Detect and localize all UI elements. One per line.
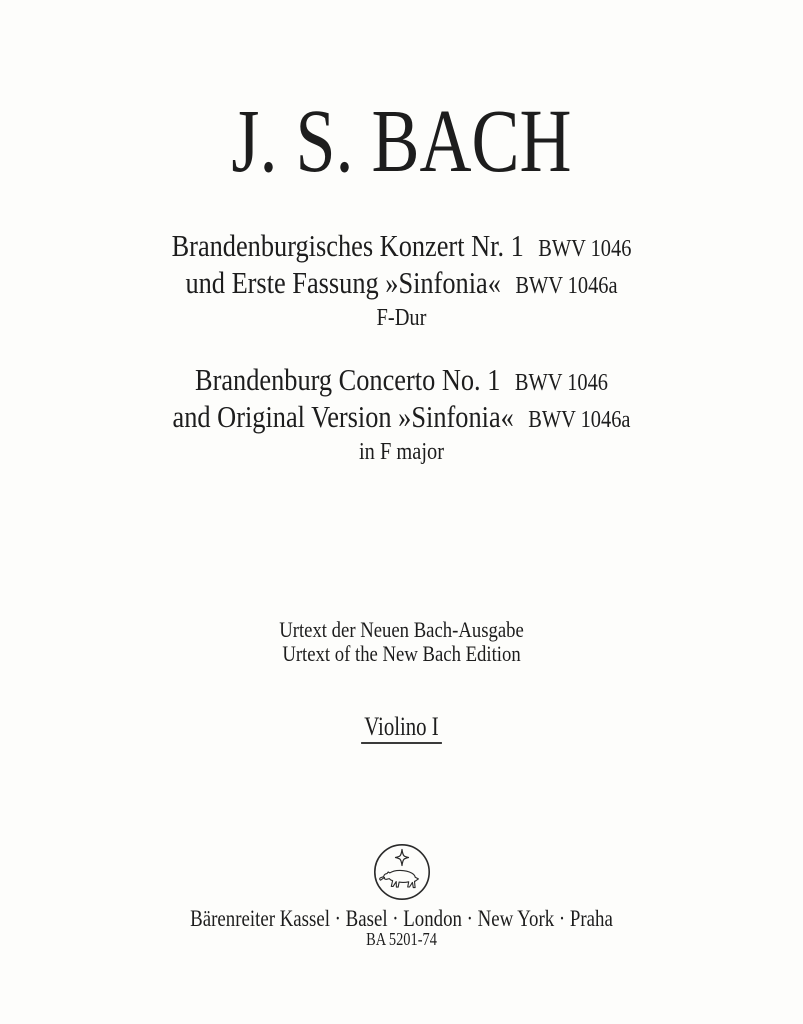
title-german-line2-text: und Erste Fassung »Sinfonia« — [185, 265, 501, 300]
bwv-number-variant: BWV 1046a — [515, 273, 618, 299]
title-german-line2 — [60, 266, 743, 303]
title-english-line2 — [60, 400, 743, 437]
title-english-line1-text: Brandenburg Concerto No. 1 — [195, 362, 501, 397]
title-english-line2-text: and Original Version »Sinfonia« — [172, 399, 514, 434]
bwv-number-variant: BWV 1046a — [528, 407, 631, 433]
bwv-number: BWV 1046 — [514, 370, 608, 396]
bwv-number: BWV 1046 — [538, 236, 632, 262]
title-english — [60, 363, 743, 466]
part-name: Violino I — [361, 712, 442, 744]
title-german-line1 — [60, 229, 743, 266]
key-german: F-Dur — [376, 305, 427, 331]
composer-name: J. S. BACH — [231, 92, 572, 191]
urtext-note — [60, 618, 743, 666]
baerenreiter-bear-star-logo-icon — [373, 843, 431, 901]
title-german — [60, 229, 743, 332]
four-point-star-icon — [395, 850, 408, 866]
urtext-line-english: Urtext of the New Bach Edition — [282, 641, 521, 666]
title-german-line1-text: Brandenburgisches Konzert Nr. 1 — [171, 228, 524, 263]
urtext-line-german: Urtext der Neuen Bach-Ausgabe — [279, 617, 524, 642]
bear-icon — [379, 870, 418, 887]
publisher-cities-line: Bärenreiter Kassel · Basel · London · New York · Praha — [190, 906, 613, 931]
key-english: in F major — [358, 439, 444, 465]
part-name-block — [80, 712, 722, 744]
title-english-line1 — [60, 363, 743, 400]
catalog-number: BA 5201-74 — [366, 929, 437, 949]
